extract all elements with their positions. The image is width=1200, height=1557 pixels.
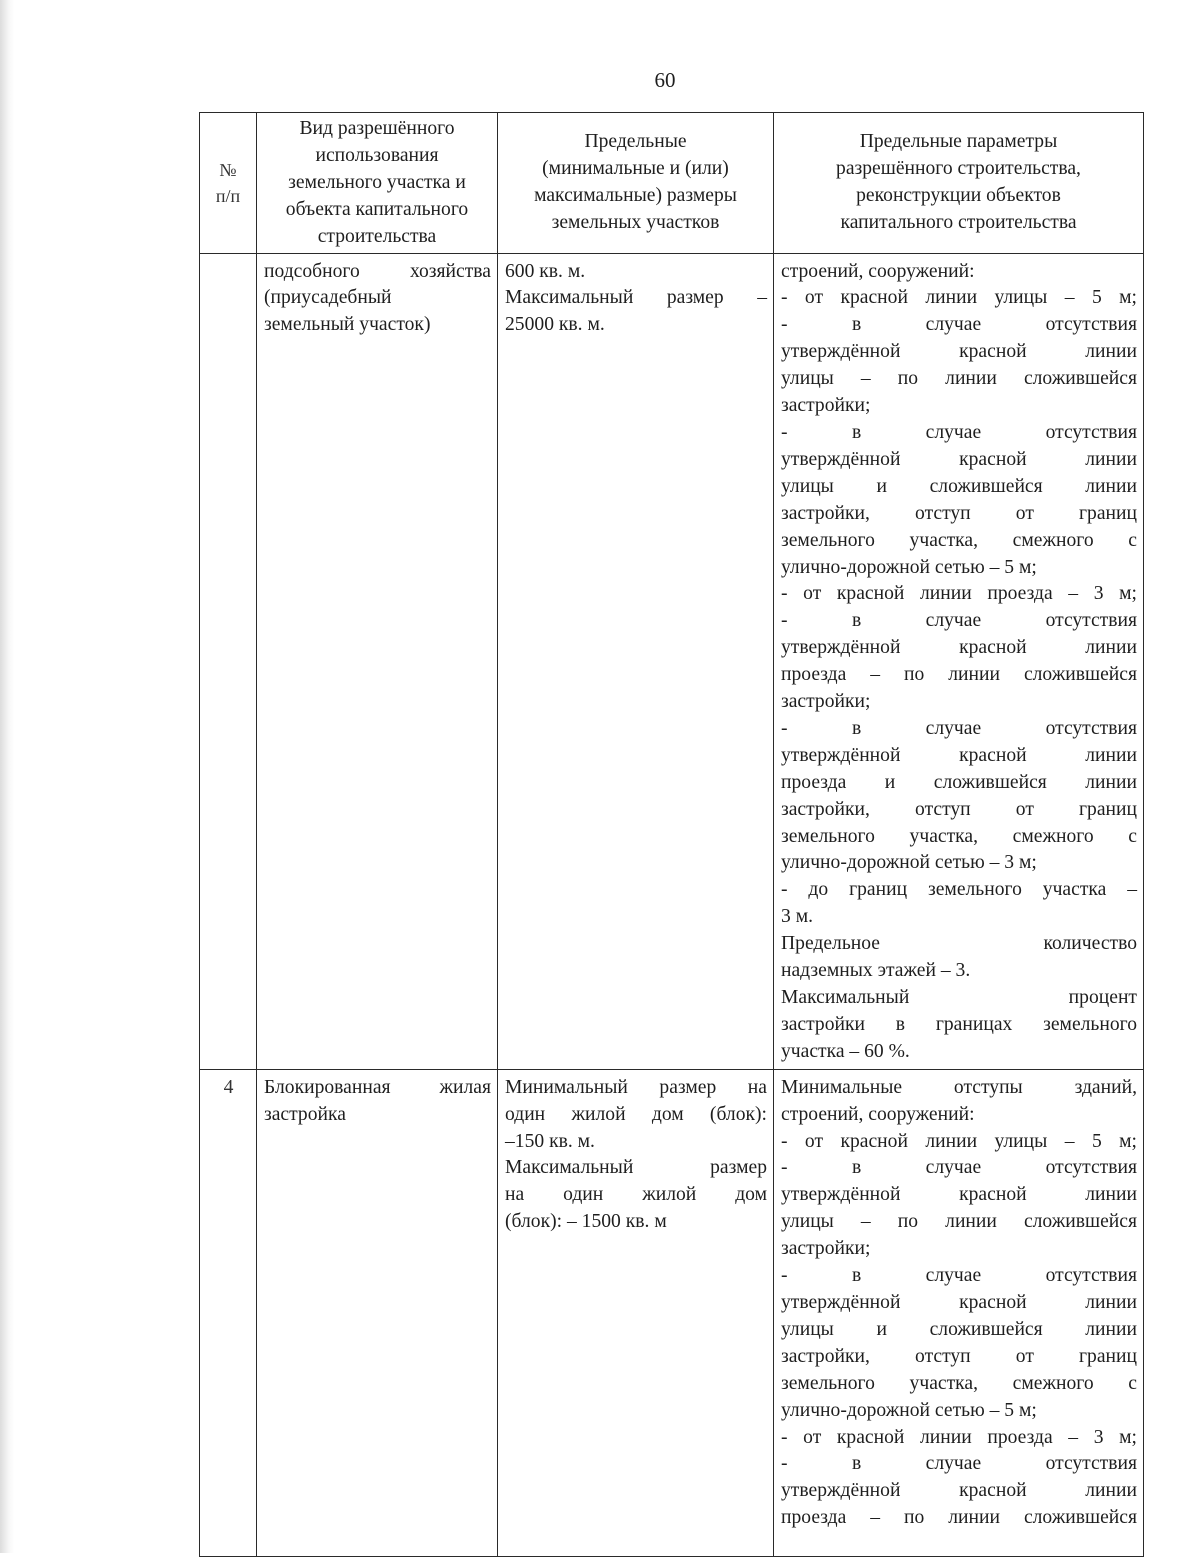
cell-line: Максимальный процент — [781, 987, 1137, 1008]
cell-line: застройки, отступ от границ — [781, 1345, 1137, 1367]
header-line: реконструкции объектов — [856, 185, 1061, 207]
cell-line: - в случае отсутствия — [781, 1157, 1137, 1179]
header-number-line: № — [219, 160, 237, 181]
cell-line: строений, сооружений: — [781, 260, 975, 282]
row-number-cell — [200, 253, 257, 1069]
cell-line: проезда и сложившейся линии — [781, 771, 1137, 793]
cell-line: застройки, отступ от границ — [781, 502, 1137, 524]
header-line: земельных участков — [551, 212, 720, 234]
cell-line: подсобного хозяйства — [264, 260, 491, 282]
cell-line: - в случае отсутствия — [781, 314, 1137, 336]
cell-line: улицы и сложившейся линии — [781, 1318, 1137, 1340]
cell-line: - в случае отсутствия — [781, 1453, 1137, 1475]
header-line: (минимальные и (или) — [542, 158, 729, 180]
cell-line: утверждённой красной линии — [781, 1184, 1137, 1206]
header-line: использования — [315, 144, 439, 166]
cell-line: один жилой дом (блок): — [505, 1103, 767, 1125]
cell-line: улично-дорожной сетью – 5 м; — [781, 556, 1037, 578]
row-number-cell: 4 — [200, 1069, 257, 1556]
cell-line: проезда – по линии сложившейся — [781, 1507, 1137, 1529]
cell-line: утверждённой красной линии — [781, 341, 1137, 363]
header-line: Предельные параметры — [859, 131, 1058, 153]
header-line: разрешённого строительства, — [836, 158, 1081, 180]
scan-edge-shadow — [0, 0, 14, 1553]
header-line: капитального строительства — [840, 212, 1077, 234]
cell-line: Предельное количество — [781, 933, 1137, 955]
row-plot-sizes-cell — [498, 253, 774, 1069]
cell-line: 3 м. — [781, 906, 813, 928]
cell-line: застройки в границах земельного — [781, 1013, 1137, 1035]
row-plot-sizes-cell — [498, 1069, 774, 1556]
cell-line: утверждённой красной линии — [781, 1480, 1137, 1502]
cell-line: улицы – по линии сложившейся — [781, 368, 1137, 390]
cell-line: земельный участок) — [264, 314, 431, 336]
cell-line: (приусадебный — [264, 287, 392, 309]
cell-line: 600 кв. м. — [505, 260, 586, 282]
header-number — [200, 113, 257, 254]
cell-line: –150 кв. м. — [505, 1130, 595, 1152]
table-row — [200, 253, 1144, 1069]
header-line: Вид разрешённого — [299, 118, 455, 139]
cell-line: застройки; — [781, 691, 871, 713]
cell-line: Минимальные отступы зданий, — [781, 1076, 1137, 1098]
cell-line: - от красной линии улицы – 5 м; — [781, 1130, 1137, 1152]
cell-line: Минимальный размер на — [505, 1076, 767, 1098]
cell-line: утверждённой красной линии — [781, 1291, 1137, 1313]
cell-line: застройки; — [781, 395, 871, 417]
cell-line: застройки, отступ от границ — [781, 798, 1137, 820]
cell-line: Максимальный размер — [505, 1157, 767, 1179]
cell-line: утверждённой красной линии — [781, 448, 1137, 470]
cell-line: земельного участка, смежного с — [781, 529, 1137, 551]
cell-line: застройка — [264, 1103, 346, 1125]
cell-line: строений, сооружений: — [781, 1103, 975, 1125]
cell-line: Блокированная жилая — [264, 1076, 491, 1098]
cell-line: улицы – по линии сложившейся — [781, 1211, 1137, 1233]
cell-line: застройки; — [781, 1238, 871, 1260]
cell-line: - от красной линии проезда – 3 м; — [781, 583, 1137, 605]
header-line: объекта капитального — [285, 198, 469, 220]
page-number: 60 — [654, 68, 676, 92]
cell-line: - от красной линии улицы – 5 м; — [781, 287, 1137, 309]
land-use-parameters-table — [199, 112, 1144, 1557]
cell-line: - в случае отсутствия — [781, 610, 1137, 632]
cell-line: утверждённой красной линии — [781, 637, 1137, 659]
cell-line: - в случае отсутствия — [781, 421, 1137, 443]
header-line: строительства — [317, 225, 437, 247]
row-construction-params-cell — [774, 1069, 1144, 1556]
cell-line: надземных этажей – 3. — [781, 960, 971, 982]
row-construction-params-cell — [774, 253, 1144, 1069]
header-permitted-use — [257, 113, 498, 254]
table-row — [200, 1069, 1144, 1556]
cell-line: улично-дорожной сетью – 5 м; — [781, 1399, 1037, 1421]
cell-line: на один жилой дом — [505, 1184, 767, 1206]
header-construction-params — [774, 113, 1144, 254]
cell-line: улицы и сложившейся линии — [781, 475, 1137, 497]
cell-line: - в случае отсутствия — [781, 1265, 1137, 1287]
cell-line: земельного участка, смежного с — [781, 825, 1137, 847]
header-line: максимальные) размеры — [534, 185, 737, 207]
cell-line: - от красной линии проезда – 3 м; — [781, 1426, 1137, 1448]
header-plot-sizes — [498, 113, 774, 254]
row-permitted-use-cell — [257, 253, 498, 1069]
header-number-line: п/п — [215, 186, 241, 207]
header-line: земельного участка и — [288, 171, 466, 193]
cell-line: улично-дорожной сетью – 3 м; — [781, 852, 1037, 874]
cell-line: проезда – по линии сложившейся — [781, 664, 1137, 686]
cell-line: земельного участка, смежного с — [781, 1372, 1137, 1394]
table-header-row — [200, 113, 1144, 254]
cell-line: - в случае отсутствия — [781, 717, 1137, 739]
header-line: Предельные — [584, 131, 687, 153]
cell-line: участка – 60 %. — [781, 1040, 910, 1062]
cell-line: (блок): – 1500 кв. м — [505, 1211, 667, 1233]
cell-line: - до границ земельного участка – — [781, 879, 1137, 901]
cell-line: утверждённой красной линии — [781, 744, 1137, 766]
cell-line: Максимальный размер – — [505, 287, 767, 309]
row-permitted-use-cell — [257, 1069, 498, 1556]
cell-line: 25000 кв. м. — [505, 314, 605, 336]
